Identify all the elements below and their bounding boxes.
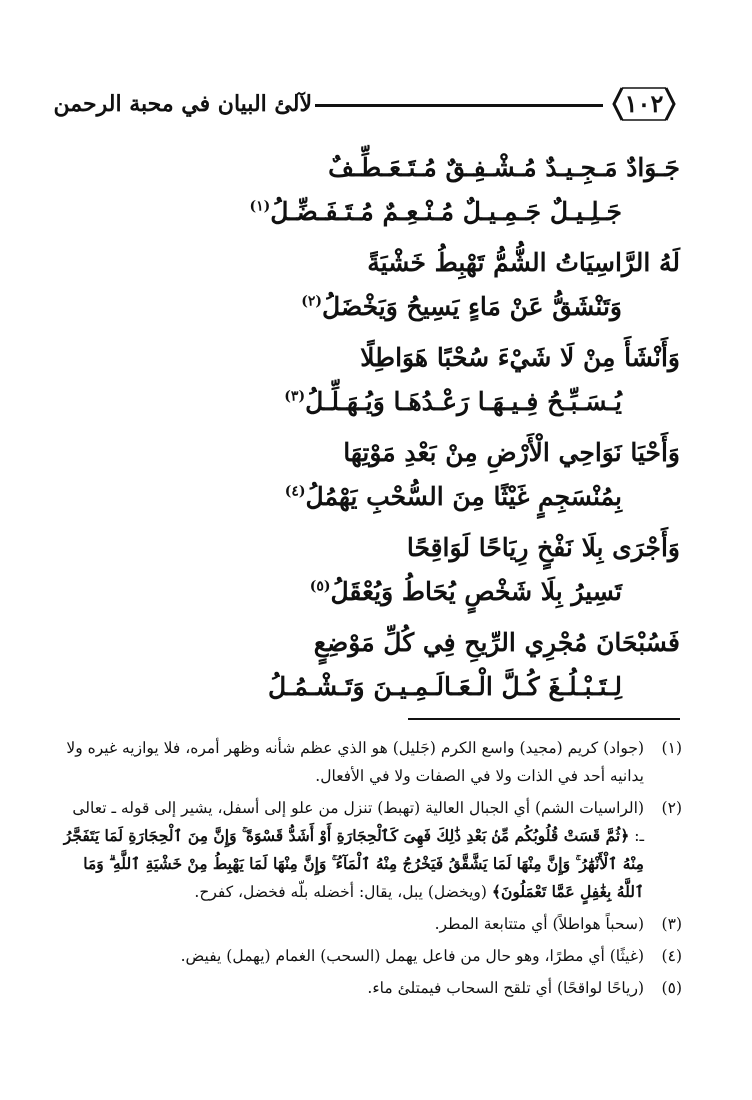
footnote-number: (٤) xyxy=(661,947,682,965)
footnote-text: (سحباً هواطلاً) أي متتابعة المطر. xyxy=(434,915,644,933)
verse xyxy=(60,526,680,621)
verse-first-half: وَأَحْيَا نَوَاحِي الْأَرْضِ مِنْ بَعْدِ مَوْتِهَا xyxy=(343,438,680,467)
verse-first-half: فَسُبْحَانَ مُجْرِي الرِّيحِ فِي كُلِّ مَوْضِعٍ xyxy=(313,628,680,657)
verse-second-half xyxy=(310,570,622,614)
footnote xyxy=(58,734,682,790)
verse-first-half: جَـوَادٌ مَـجِـيـدٌ مُـشْـفِـقٌ مُـتَـعَـطِّـفٌ xyxy=(328,153,680,182)
verse-second-text: يُـسَـبِّـحُ فِـيـهَـا رَعْـدُهَـا وَيُـهَـلِّـلُ xyxy=(305,387,622,416)
verse-second-text: وَتَنْشَقُّ عَنْ مَاءٍ يَسِيحُ وَيَخْضَلُ xyxy=(322,292,622,321)
verse-second-half xyxy=(268,665,622,709)
footnote-marker[interactable]: (٥) xyxy=(309,578,331,595)
footnote xyxy=(58,910,682,938)
footnote-text: (غيثًا) أي مطرًا، وهو حال من فاعل يهمل (السحب) الغمام (يهمل) يفيض. xyxy=(180,947,644,965)
footnotes xyxy=(58,734,682,1006)
footnote xyxy=(58,942,682,970)
page-header xyxy=(50,82,680,130)
verse-second-text: تَسِيرُ بِلَا شَخْصٍ يُحَاطُ وَيُعْقَلُ xyxy=(330,577,622,606)
verse-second-half xyxy=(249,190,622,234)
verse xyxy=(60,241,680,336)
footnote-marker[interactable]: (٢) xyxy=(301,293,323,310)
footnote xyxy=(58,974,682,1002)
verse-second-half xyxy=(285,475,622,519)
footnote-separator xyxy=(408,718,680,720)
footnote-marker[interactable]: (١) xyxy=(249,198,271,215)
page-number-badge xyxy=(608,84,680,124)
footnote-text-after: (ويخضل) يبل، يقال: أخضله بلّه فخضل، كفرح. xyxy=(194,883,487,901)
footnote-number: (١) xyxy=(661,739,682,757)
verse-first-half: وَأَنْشَأَ مِنْ لَا شَيْءَ سُحْبًا هَوَاطِلًا xyxy=(360,343,680,372)
footnote-text: (رياحًا لواقحًا) أي تلقح السحاب فيمتلئ ماء. xyxy=(367,979,644,997)
verse xyxy=(60,146,680,241)
header-rule xyxy=(315,104,603,107)
verse-second-text: جَـلِـيـلٌ جَـمِـيـلٌ مُـنْـعِـمٌ مُـتَـفَـضِّـلُ xyxy=(270,197,622,226)
verse-second-text: لِـتَـبْـلُـغَ كُـلَّ الْـعَـالَـمِـيـنَ وَتَـشْـمُـلُ xyxy=(267,672,622,701)
footnote-number: (٣) xyxy=(661,915,682,933)
footnote-marker[interactable]: (٤) xyxy=(284,483,306,500)
poem xyxy=(60,146,680,716)
verse-second-half xyxy=(301,285,622,329)
verse-second-half xyxy=(284,380,622,424)
running-title: لآلئ البيان في محبة الرحمن xyxy=(53,91,312,117)
verse xyxy=(60,621,680,716)
page-number: ١٠٢ xyxy=(624,89,664,118)
verse xyxy=(60,336,680,431)
quran-quote: ﴿ثُمَّ قَسَتْ قُلُوبُكُم مِّنۢ بَعْدِ ذَٰلِكَ فَهِىَ كَٱلْحِجَارَةِ أَوْ أَشَدُّ قَسْوَةً ۚ وَإِنَّ مِنَ ٱلْحِجَارَةِ لَمَا يَتَفَجَّرُ مِنْهُ ٱلْأَنْهَٰرُ ۚ وَإِنَّ مِنْهَا لَمَا يَشَّقَّقُ فَيَخْرُجُ مِنْهُ ٱلْمَآءُ ۚ وَإِنَّ مِنْهَا لَمَا يَهْبِطُ مِنْ خَشْيَةِ ٱللَّهِ ۗ وَمَا ٱللَّهُ بِغَٰفِلٍ عَمَّا تَعْمَلُونَ﴾ xyxy=(63,826,644,901)
verse-first-half: لَهُ الرَّاسِيَاتُ الشُّمُّ تَهْبِطُ خَشْيَةً xyxy=(367,248,680,277)
verse-second-text: بِمُنْسَجِمٍ غَيْثًا مِنَ السُّحْبِ يَهْمُلُ xyxy=(305,482,622,511)
footnote-text: (الراسيات الشم) أي الجبال العالية (تهبط) تنزل من علو إلى أسفل، يشير إلى قوله ـ تعالى ـ: xyxy=(72,799,644,845)
footnote-number: (٢) xyxy=(661,799,682,817)
footnote-text: (جواد) كريم (مجيد) واسع الكرم (جَليل) هو الذي عظم شأنه وظهر أمره، فلا يوازيه غيره ولا يدانيه أحد في الذات ولا في الصفات ولا في الأفعال. xyxy=(66,739,644,785)
footnote xyxy=(58,794,682,906)
verse xyxy=(60,431,680,526)
verse-first-half: وَأَجْرَى بِلَا نَفْخٍ رِيَاحًا لَوَاقِحًا xyxy=(406,533,680,562)
footnote-number: (٥) xyxy=(661,979,682,997)
footnote-marker[interactable]: (٣) xyxy=(284,388,306,405)
